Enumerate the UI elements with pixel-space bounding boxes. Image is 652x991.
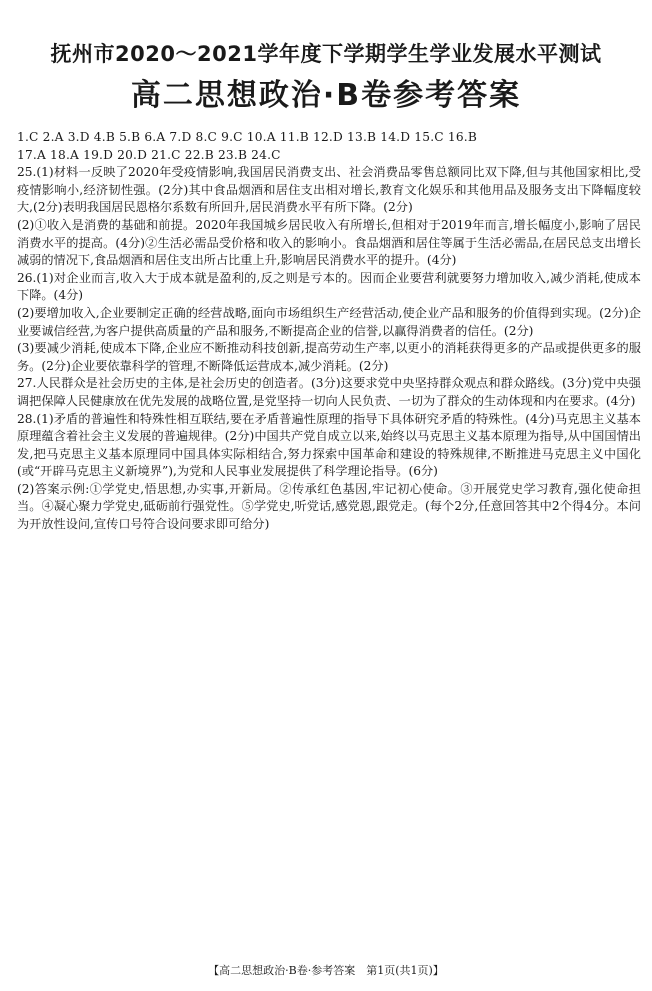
- q27-answer: 27.人民群众是社会历史的主体,是社会历史的创造者。(3分)这要求党中央坚持群众观点和群众路线。(3分)党中央强调把保障人民健康放在优先发展的战略位置,是党坚持一切向人民负责、一切为了群众的生动体现和内在要求。(4分): [17, 376, 641, 408]
- q28-part1: 28.(1)矛盾的普遍性和特殊性相互联结,要在矛盾普遍性原理的指导下具体研究矛盾的特殊性。(4分)马克思主义基本原理蕴含着社会主义发展的普遍规律。(2分)中国共产党自成立以来,始终以马克思主义基本原理为指导,从中国国情出发,把马克思主义基本原理同中国具体实际相结合,努力探索中国革命和建设的特殊规律,不断推进马克思主义中国化(或“开辟马克思主义新境界”),为党和人民事业发展提供了科学理论指导。(6分): [17, 411, 641, 479]
- answer-content: [17, 129, 641, 534]
- q25-part1: 25.(1)材料一反映了2020年受疫情影响,我国居民消费支出、社会消费品零售总额同比双下降,但与其他国家相比,受疫情影响小,经济韧性强。(2分)其中食品烟酒和居住支出相对增长,教育文化娱乐和其他用品及服务支出下降幅度较大,(2分)表明我国居民恩格尔系数有所回升,居民消费水平有所下降。(2分): [17, 165, 641, 215]
- page-footer: 【高二思想政治·B卷·参考答案 第1页(共1页)】: [208, 964, 444, 977]
- mc-answers-line-2: 17.A 18.A 19.D 20.D 21.C 22.B 23.B 24.C: [17, 147, 281, 162]
- q26-part2: (2)要增加收入,企业要制定正确的经营战略,面向市场组织生产经营活动,使企业产品和服务的价值得到实现。(2分)企业要诚信经营,为客户提供高质量的产品和服务,不断提高企业的信誉,以赢得消费者的信任。(2分): [17, 305, 641, 338]
- q26-part3: (3)要减少消耗,使成本下降,企业应不断推动科技创新,提高劳动生产率,以更小的消耗获得更多的产品或提供更多的服务。(2分)企业要依靠科学的管理,不断降低运营成本,减少消耗。(2分): [17, 341, 641, 373]
- mc-answers-line-1: 1.C 2.A 3.D 4.B 5.B 6.A 7.D 8.C 9.C 10.A 11.B 12.D 13.B 14.D 15.C 16.B: [17, 130, 478, 144]
- exam-subtitle: 高二思想政治·B卷参考答案: [130, 78, 522, 113]
- q26-part1: 26.(1)对企业而言,收入大于成本就是盈利的,反之则是亏本的。因而企业要营利就要努力增加收入,减少消耗,使成本下降。(4分): [17, 270, 641, 303]
- q28-part2: (2)答案示例:①学党史,悟思想,办实事,开新局。②传承红色基因,牢记初心使命。③开展党史学习教育,强化使命担当。④凝心聚力学党史,砥砺前行强党性。⑤学党史,听党话,感党恩,跟党走。(每个2分,任意回答其中2个得4分。本问为开放性设问,宣传口号符合设问要求即可给分): [17, 481, 641, 532]
- q25-part2: (2)①收入是消费的基础和前提。2020年我国城乡居民收入有所增长,但相对于2019年而言,增长幅度小,影响了居民消费水平的提高。(4分)②生活必需品受价格和收入的影响小。食品烟酒和居住等属于生活必需品,在居民总支出增长减弱的情况下,食品烟酒和居住支出所占比重上升,影响居民消费水平的提升。(4分): [17, 217, 641, 268]
- exam-title: 抚州市2020～2021学年度下学期学生学业发展水平测试: [50, 42, 602, 66]
